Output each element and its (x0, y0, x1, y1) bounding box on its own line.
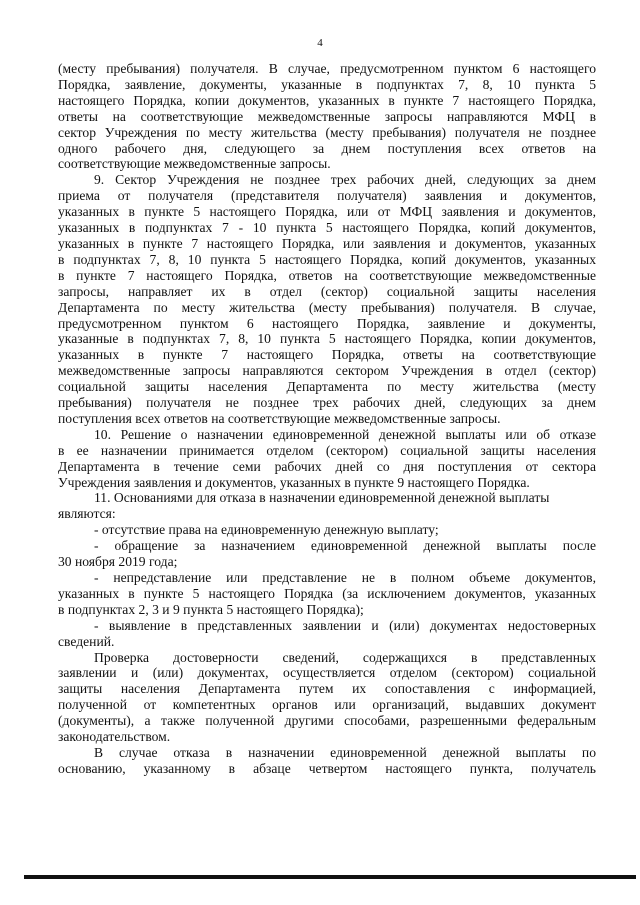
document-body (58, 61, 596, 777)
text-line: - непредставление или представление не в полном объеме документов, (94, 570, 596, 585)
text-line: заявлении и (или) документах, осуществляется отделом (сектором) социальной (58, 665, 596, 681)
text-line: указанных в подпунктах 7 - 10 пункта 5 настоящего Порядка, копий документов, (58, 220, 596, 236)
text-line: 30 ноября 2019 года; (58, 554, 178, 570)
text-line: указанных в пункте 7 настоящего Порядка, ответы на соответствующие (58, 347, 596, 363)
text-line: межведомственные запросы направляются сектором Учреждения в отдел (сектор) (58, 363, 596, 379)
text-line: запросы, направляет их в отдел (сектор) социальной защиты населения (58, 283, 596, 299)
text-line: защиты населения Департамента путем их сопоставления с информацией, (58, 681, 596, 697)
text-line: В случае отказа в назначении единовременной денежной выплаты по (94, 744, 596, 760)
text-line: - выявление в представленных заявлении и (или) документах недостоверных (94, 617, 596, 633)
text-line: - обращение за назначением единовременной денежной выплаты после (94, 538, 596, 554)
text-line: предусмотренном пунктом 6 настоящего Порядка, заявление и документы, (58, 315, 596, 331)
text-line: поступления всех ответов на соответствующие межведомственные запросы. (58, 410, 501, 426)
text-line: полученной от компетентных органов или организаций, выдавших документ (58, 697, 596, 713)
text-line: ответы на соответствующие межведомственные запросы направляются МФЦ в (58, 108, 596, 124)
text-line: в подпунктах 2, 3 и 9 пункта 5 настоящего Порядка); (58, 601, 364, 617)
text-line: - отсутствие права на единовременную денежную выплату; (94, 522, 439, 538)
text-line: 11. Основаниями для отказа в назначении единовременной денежной выплаты (94, 490, 550, 506)
text-line: указанные в подпунктах 7, 8, 10 пункта 5 настоящего Порядка, копии документов, (58, 331, 596, 347)
text-line: социальной защиты населения Департамента по месту жительства (месту (58, 379, 596, 395)
text-line: 10. Решение о назначении единовременной денежной выплаты или об отказе (94, 426, 596, 442)
text-line: указанных в пункте 5 настоящего Порядка, или от МФЦ заявления и документов, (58, 204, 596, 220)
text-line: сведений. (58, 633, 115, 649)
bottom-rule (24, 875, 636, 879)
text-line: соответствующие межведомственные запросы. (58, 156, 331, 172)
text-line: Учреждения заявления и документов, указанных в пункте 9 настоящего Порядка. (58, 474, 530, 490)
text-line: Департамента в течение семи рабочих дней со дня поступления от сектора (58, 458, 596, 474)
text-line: законодательством. (58, 729, 171, 745)
text-line: Департамента по месту жительства (месту пребывания) получателя. В случае, (58, 299, 596, 315)
text-line: Порядка, заявление, документы, указанные в подпунктах 7, 8, 10 пункта 5 (58, 76, 596, 92)
text-line: в ее назначении принимается отделом (сектором) социальной защиты населения (58, 442, 596, 458)
page-number: 4 (317, 37, 323, 49)
text-line: основанию, указанному в абзаце четвертом настоящего пункта, получатель (58, 760, 596, 776)
text-line: 9. Сектор Учреждения не позднее трех рабочих дней, следующих за днем (94, 172, 596, 188)
text-line: Проверка достоверности сведений, содержащихся в представленных (94, 649, 596, 665)
text-line: (документы), а также полученной другими способами, разрешенными федеральным (58, 713, 596, 729)
text-line: указанных в пункте 5 настоящего Порядка (за исключением документов, указанных (58, 585, 596, 601)
text-line: настоящего Порядка, копии документов, указанных в пункте 7 настоящего Порядка, (58, 92, 596, 108)
text-line: в подпунктах 7, 8, 10 пункта 5 настоящего Порядка, копий документов, указанных (58, 251, 596, 267)
text-line: (месту пребывания) получателя. В случае, предусмотренном пунктом 6 настоящего (58, 61, 596, 76)
text-line: одного рабочего дня, следующего за днем поступления всех ответов на (58, 140, 596, 156)
text-line: приема от получателя (представителя получателя) заявления и документов, (58, 188, 596, 204)
text-line: пребывания) получателя не позднее трех рабочих дней, следующих за днем (58, 395, 596, 411)
text-line: сектор Учреждения по месту жительства (месту пребывания) получателя не позднее (58, 124, 596, 140)
text-line: указанных в пункте 7 настоящего Порядка, или заявления и документов, указанных (58, 235, 596, 251)
text-line: являются: (58, 506, 116, 522)
text-line: в пункте 7 настоящего Порядка, ответов на соответствующие межведомственные (58, 267, 596, 283)
